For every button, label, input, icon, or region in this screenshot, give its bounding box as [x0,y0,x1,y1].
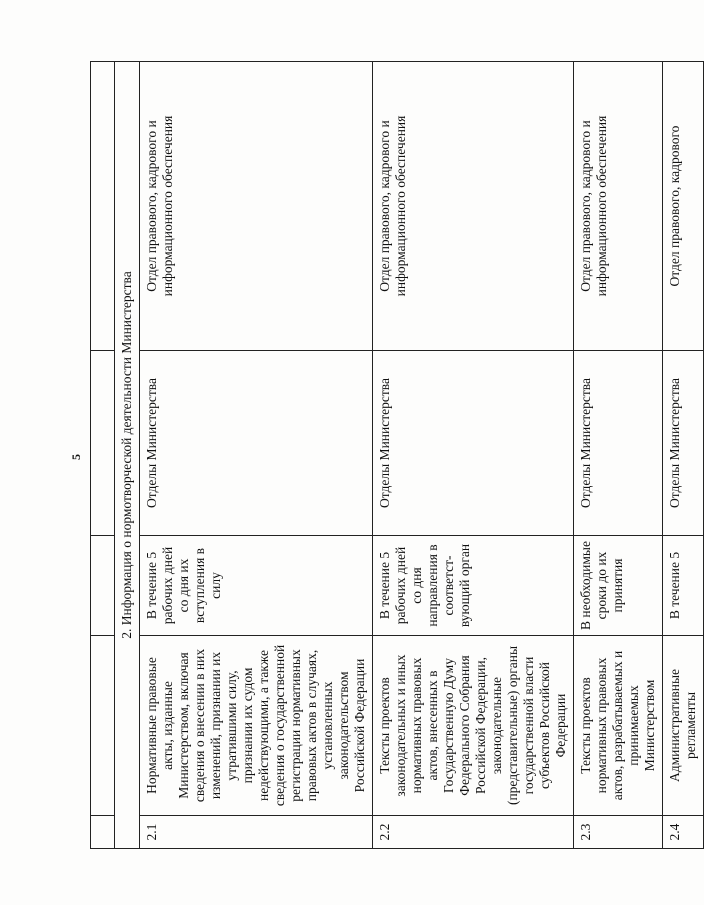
row-number: 2.4 [663,816,704,849]
empty-num-cell [91,816,115,849]
row-deadline: В течение 5 рабочих дней со дня направления в соответст-вующий орган [373,536,574,636]
empty-deadline-cell [91,536,115,636]
empty-provider-cell [91,351,115,536]
row-number: 2.3 [574,816,663,849]
row-content: Административные регламенты [663,636,704,816]
row-provider: Отделы Министерства [140,351,373,536]
row-responsible: Отдел правового, кадрового и информационного обеспечения [574,62,663,351]
row-provider: Отделы Министерства [373,351,574,536]
table-row [140,62,373,849]
section-title: 2. Информация о нормотворческой деятельности Министерства [115,62,140,849]
empty-content-cell [91,636,115,816]
empty-responsible-cell [91,62,115,351]
row-content: Тексты проектов законодательных и иных нормативных правовых актов, внесенных в Государственную Думу Федерального Собрания Российской Федерации, законодательные (представительные) органы государственной власти субъектов Российской Федерации [373,636,574,816]
row-number: 2.2 [373,816,574,849]
row-content: Тексты проектов нормативных правовых актов, разрабатываемых и принимаемых Министерством [574,636,663,816]
row-provider: Отделы Министерства [574,351,663,536]
row-number: 2.1 [140,816,373,849]
page-number: 5 [69,454,83,460]
row-responsible: Отдел правового, кадрового [663,62,704,351]
row-deadline: В течение 5 [663,536,704,636]
row-responsible: Отдел правового, кадрового и информационного обеспечения [373,62,574,351]
table-row [663,62,704,849]
row-deadline: В необходимые сроки до их принятия [574,536,663,636]
table-row [574,62,663,849]
row-content: Нормативные правовые акты, изданные Министерством, включая сведения о внесении в них изменений, признании их утратившими силу, признании их судом недействующими, а также сведения о государственной регистрации нормативных правовых актов в случаях, установленных законодательством Российской Федерации [140,636,373,816]
row-provider: Отделы Министерства [663,351,704,536]
row-responsible: Отдел правового, кадрового и информационного обеспечения [140,62,373,351]
information-table [90,61,704,849]
rotated-table-container [90,62,698,849]
table-row [373,62,574,849]
row-deadline: В течение 5 рабочих дней со дня их вступления в силу [140,536,373,636]
